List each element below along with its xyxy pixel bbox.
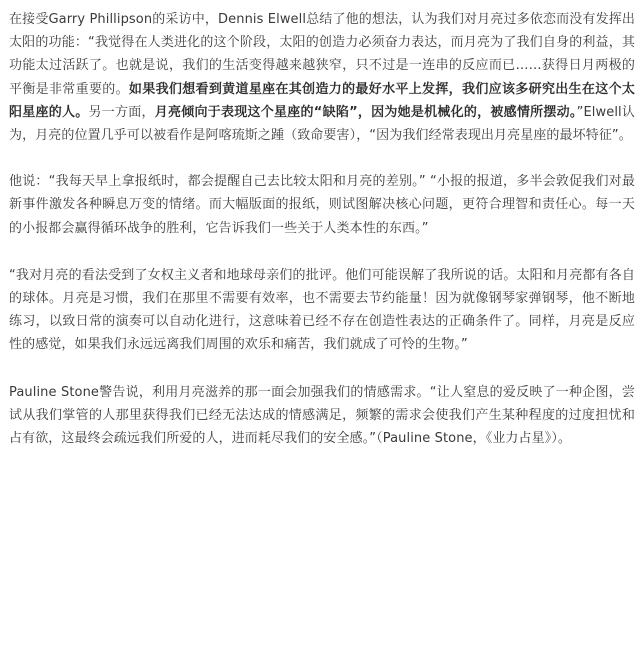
paragraph-elwell-interview [9,8,635,147]
paragraph-pauline-stone: Pauline Stone警告说，利用月亮滋养的那一面会加强我们的情感需求。“让人窒息的爱反映了一种企图，尝试从我们掌管的人那里获得我们已经无法达成的情感满足，频繁的需求会使我们产生某种程度的过度担忧和占有欲，这最终会疏远我们所爱的人，进而耗尽我们的安全感。”（Pauline Stone，《业力占星》）。 [9,384,635,447]
paragraph-moon-view: “我对月亮的看法受到了女权主义者和地球母亲们的批评。他们可能误解了我所说的话。太阳和月亮都有各自的球体。月亮是习惯，我们在那里不需要有效率，也不需要去节约能量！因为就像钢琴家弹钢琴，他不断地练习，以致日常的演奏可以自动化进行，这意味着已经不存在创造性表达的正确条件了。同样，月亮是反应性的感觉，如果我们永远远离我们周围的欢乐和痛苦，我们就成了可怜的生物。” [9,267,635,353]
paragraph-newspaper: 他说：“我每天早上拿报纸时，都会提醒自己去比较太阳和月亮的差别。” “小报的报道，多半会敦促我们对最新事件激发各种瞬息万变的情绪。而大幅版面的报纸，则试图解决核心问题，更符合理智和责任心。每一天的小报都会赢得循环战争的胜利，它告诉我们一些关于人类本性的东西。” [9,174,635,236]
paragraph-text: ”Elwell认为，月亮的位置几乎可以被看作是阿喀琉斯之踵（致命要害），“因为我们经常表现出月亮星座的最坏特征”。 [9,104,636,144]
bold-highlight-moon-flaw: 月亮倾向于表现这个星座的“缺陷”，因为她是机械化的，被感情所摆动。 [154,104,577,120]
paragraph-text: 另一方面， [88,104,155,120]
bold-highlight-sun-sign: 如果我们想看到黄道星座在其创造力的最好水平上发挥，我们应该多研究出生在这个太阳星座的人。 [9,81,635,120]
paragraph-text: 在接受Garry Phillipson的采访中，Dennis Elwell总结了他的想法，认为我们对月亮过多依恋而没有发挥出太阳的功能：“我觉得在人类进化的这个阶段，太阳的创造力必须奋力表达，而月亮为了我们自身的利益，其功能太过活跃了。也就是说，我们的生活变得越来越狭窄，只不过是一连串的反应而已……获得日月两极的平衡是非常重要的。 [9,12,635,97]
